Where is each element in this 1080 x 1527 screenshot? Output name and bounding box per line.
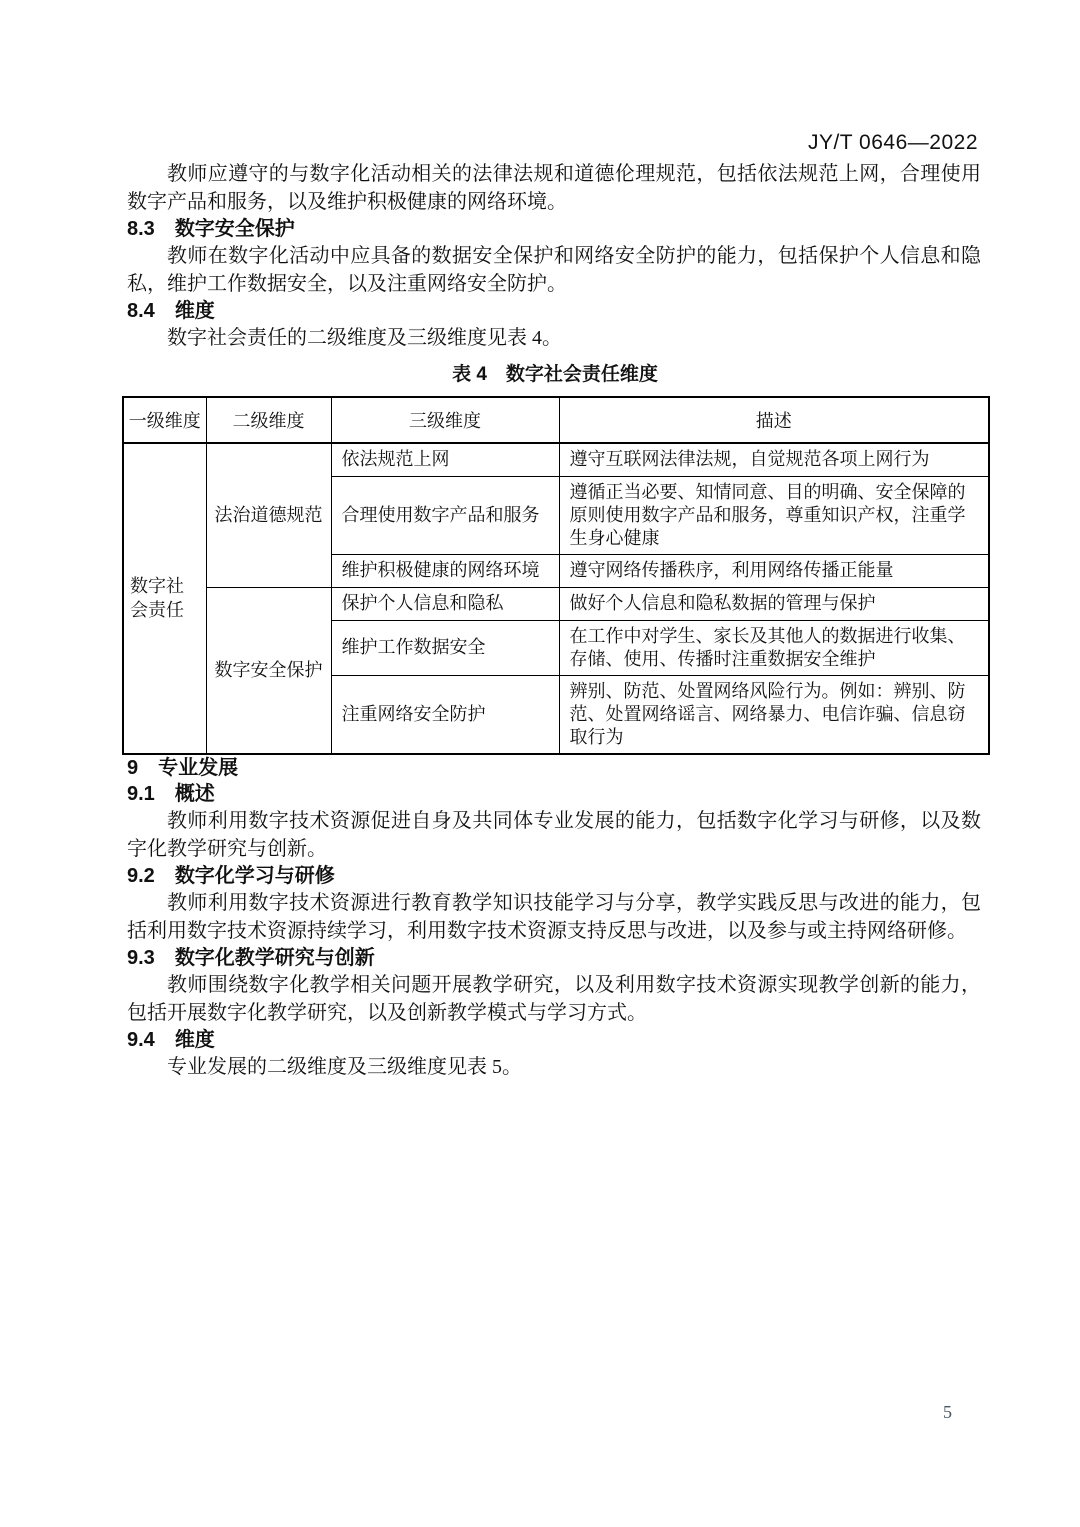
heading-8-3 xyxy=(127,216,981,242)
cell-desc: 遵守互联网法律法规，自觉规范各项上网行为 xyxy=(559,443,989,476)
heading-number: 9 xyxy=(127,756,139,779)
heading-number: 8.3 xyxy=(127,218,155,240)
paragraph-8-3: 教师在数字化活动中应具备的数据安全保护和网络安全防护的能力，包括保护个人信息和隐私，维护工作数据安全，以及注重网络安全防护。 xyxy=(127,245,981,295)
heading-title: 维度 xyxy=(174,1028,215,1051)
cell-level3: 维护工作数据安全 xyxy=(331,620,559,675)
col-header-level3: 三级维度 xyxy=(331,397,559,443)
cell-desc: 遵循正当必要、知情同意、目的明确、安全保障的原则使用数字产品和服务，尊重知识产权，注重学生身心健康 xyxy=(559,476,989,554)
heading-number: 9.1 xyxy=(127,782,155,805)
paragraph-8-4: 数字社会责任的二级维度及三级维度见表 4。 xyxy=(167,327,562,349)
paragraph-9-1: 教师利用数字技术资源促进自身及共同体专业发展的能力，包括数字化学习与研修，以及数字化教学研究与创新。 xyxy=(127,809,981,860)
paragraph-8-2-continued: 教师应遵守的与数字化活动相关的法律法规和道德伦理规范，包括依法规范上网，合理使用数字产品和服务，以及维护积极健康的网络环境。 xyxy=(127,163,981,213)
col-header-level2: 二级维度 xyxy=(206,397,331,443)
cell-level1: 数字社会责任 xyxy=(123,443,206,754)
cell-desc: 遵守网络传播秩序，利用网络传播正能量 xyxy=(559,554,989,587)
heading-number: 9.3 xyxy=(127,946,155,969)
cell-level3: 保护个人信息和隐私 xyxy=(331,587,559,620)
paragraph-9-4: 专业发展的二级维度及三级维度见表 5。 xyxy=(167,1055,522,1078)
heading-number: 9.2 xyxy=(127,864,155,887)
page-number: 5 xyxy=(943,1402,952,1422)
col-header-level1: 一级维度 xyxy=(123,397,206,443)
cell-level2: 法治道德规范 xyxy=(206,443,331,587)
cell-desc: 做好个人信息和隐私数据的管理与保护 xyxy=(559,587,989,620)
doc-number: JY/T 0646—2022 xyxy=(807,131,978,154)
heading-9-2 xyxy=(127,863,981,889)
cell-level2: 数字安全保护 xyxy=(206,587,331,754)
paragraph-9-3: 教师围绕数字化教学相关问题开展教学研究，以及利用数字技术资源实现教学创新的能力，包括开展数字化教学研究，以及创新教学模式与学习方式。 xyxy=(127,973,981,1024)
paragraph-9-2: 教师利用数字技术资源进行教育教学知识技能学习与分享，教学实践反思与改进的能力，包括利用数字技术资源持续学习，利用数字技术资源支持反思与改进，以及参与或主持网络研修。 xyxy=(127,891,981,942)
heading-9-1 xyxy=(127,781,981,807)
heading-title: 概述 xyxy=(174,782,215,805)
table4-digital-social-responsibility xyxy=(122,396,990,755)
heading-9 xyxy=(127,755,981,781)
col-header-desc: 描述 xyxy=(559,397,989,443)
heading-title: 专业发展 xyxy=(158,756,239,779)
cell-level3: 注重网络安全防护 xyxy=(331,675,559,754)
heading-8-4 xyxy=(127,298,981,324)
heading-9-4 xyxy=(127,1027,981,1053)
cell-level3: 依法规范上网 xyxy=(331,443,559,476)
cell-desc: 辨别、防范、处置网络风险行为。例如：辨别、防范、处置网络谣言、网络暴力、电信诈骗、信息窃取行为 xyxy=(559,675,989,754)
heading-title: 维度 xyxy=(174,300,215,322)
table-header-row xyxy=(123,397,989,443)
page-content xyxy=(127,160,981,1081)
heading-9-3 xyxy=(127,945,981,971)
cell-desc: 在工作中对学生、家长及其他人的数据进行收集、存储、使用、传播时注重数据安全维护 xyxy=(559,620,989,675)
heading-title: 数字安全保护 xyxy=(174,218,295,240)
heading-title: 数字化教学研究与创新 xyxy=(174,946,375,969)
cell-level3: 维护积极健康的网络环境 xyxy=(331,554,559,587)
heading-title: 数字化学习与研修 xyxy=(174,864,335,887)
heading-number: 8.4 xyxy=(127,300,155,322)
heading-number: 9.4 xyxy=(127,1028,155,1051)
table-row xyxy=(123,443,989,476)
table-row xyxy=(123,587,989,620)
cell-level3: 合理使用数字产品和服务 xyxy=(331,476,559,554)
table4-caption: 表 4 数字社会责任维度 xyxy=(452,364,658,385)
